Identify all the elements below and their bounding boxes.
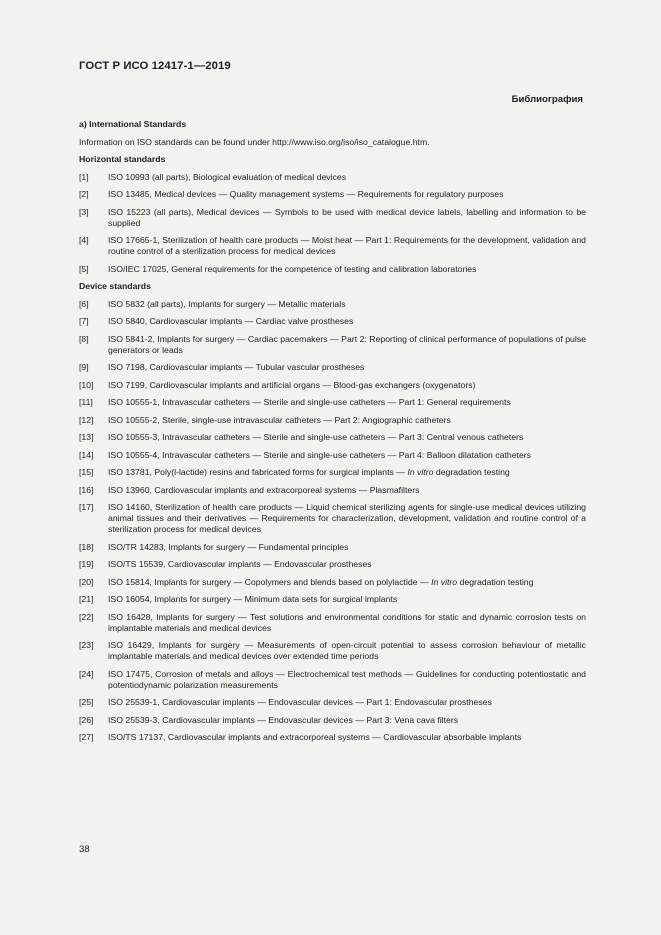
reference-entry — [79, 380, 586, 391]
reference-text: ISO 5840, Cardiovascular implants — Cardiac valve prostheses — [108, 316, 354, 326]
reference-entry — [79, 542, 586, 553]
reference-text: ISO 14160, Sterilization of health care products — Liquid chemical sterilizing agents for single-use medical devices utilizing animal tissues and their derivatives — Requirements for characterization, development, validation and routine control of a sterilization process for medical devices — [108, 502, 586, 534]
reference-entry — [79, 334, 586, 356]
reference-number: [22] — [79, 611, 94, 622]
reference-entry — [79, 577, 586, 588]
reference-number: [9] — [79, 362, 89, 372]
reference-number: [16] — [79, 484, 94, 495]
reference-text: ISO 10555-4, Intravascular catheters — Sterile and single-use catheters — Part 4: Balloon dilatation catheters — [108, 449, 532, 460]
reference-text: ISO 10555-3, Intravascular catheters — Sterile and single-use catheters — Part 3: Central venous catheters — [108, 432, 524, 442]
section-heading-international: a) International Standards — [79, 119, 187, 129]
reference-text: ISO 17665-1, Sterilization of health care products — Moist heat — Part 1: Requirements for the development, validation and routine control of a sterilization process for medical devices — [108, 235, 586, 256]
reference-entry — [79, 715, 586, 726]
reference-number: [3] — [79, 206, 89, 217]
reference-text-part: ISO 13781, Poly(l-lactide) resins and fabricated forms for surgical implants — — [108, 467, 408, 477]
reference-number: [5] — [79, 263, 89, 274]
reference-text: ISO 17475, Corrosion of metals and alloys — Electrochemical test methods — Guidelines for conducting potentiostatic and potentiodynamic polarization measurements — [108, 668, 586, 690]
reference-text — [108, 467, 586, 478]
reference-text: ISO 7198, Cardiovascular implants — Tubular vascular prostheses — [108, 362, 365, 372]
reference-number: [17] — [79, 502, 94, 512]
reference-text: ISO 7199, Cardiovascular implants and artificial organs — Blood-gas exchangers (oxygenators) — [108, 379, 476, 390]
reference-entry — [79, 189, 586, 200]
reference-number: [13] — [79, 432, 94, 442]
reference-text: ISO/TS 15539, Cardiovascular implants — Endovascular prostheses — [108, 559, 372, 569]
reference-number: [18] — [79, 541, 94, 552]
device-references-list — [79, 299, 586, 744]
reference-text-italic: In vitro — [431, 576, 458, 587]
reference-number: [21] — [79, 594, 94, 604]
reference-text-part: ISO 15814, Implants for surgery — Copolymers and blends based on polylactide — — [108, 576, 432, 587]
reference-text-part: degradation testing — [457, 576, 534, 587]
reference-number: [25] — [79, 697, 94, 707]
reference-number: [27] — [79, 732, 94, 742]
reference-text: ISO 10993 (all parts), Biological evaluation of medical devices — [108, 171, 347, 182]
reference-text: ISO 5832 (all parts), Implants for surgery — Metallic materials — [108, 298, 346, 309]
reference-text: ISO 16054, Implants for surgery — Minimum data sets for surgical implants — [108, 594, 398, 604]
reference-entry — [79, 415, 586, 426]
horizontal-references-list — [79, 172, 586, 275]
reference-text-part: degradation testing — [433, 467, 510, 477]
reference-text: ISO 16429, Implants for surgery — Measurements of open-circuit potential to assess corrosion behaviour of metallic implantable materials and medical devices over extended time periods — [108, 640, 586, 661]
reference-text: ISO 13960, Cardiovascular implants and extracorporeal systems — Plasmafilters — [108, 484, 420, 495]
reference-text: ISO 15223 (all parts), Medical devices — Symbols to be used with medical device labels, labelling and information to be supplied — [108, 206, 586, 228]
reference-number: [26] — [79, 714, 94, 725]
reference-text: ISO/TS 17137, Cardiovascular implants and extracorporeal systems — Cardiovascular absorbable implants — [108, 732, 522, 742]
reference-number: [12] — [79, 414, 94, 425]
reference-number: [19] — [79, 559, 94, 569]
reference-text: ISO 25539-3, Cardiovascular implants — Endovascular devices — Part 3: Vena cava filters — [108, 714, 459, 725]
bibliography-content — [79, 119, 586, 743]
reference-entry — [79, 640, 586, 662]
reference-text: ISO/IEC 17025, General requirements for the competence of testing and calibration laboratories — [108, 263, 477, 274]
reference-entry — [79, 235, 586, 257]
reference-number: [8] — [79, 333, 89, 344]
reference-number: [23] — [79, 640, 94, 650]
reference-entry — [79, 172, 586, 183]
reference-entry — [79, 502, 586, 535]
bibliography-title: Библиография — [511, 94, 583, 105]
info-paragraph: Information on ISO standards can be found under http://www.iso.org/iso/iso_catalogue.htm. — [79, 136, 430, 147]
reference-text: ISO 16428, Implants for surgery — Test solutions and environmental conditions for static and dynamic corrosion tests on implantable materials and medical devices — [108, 611, 586, 633]
reference-text: ISO 5841-2, Implants for surgery — Cardiac pacemakers — Part 2: Reporting of clinical performance of populations of pulse generators or leads — [108, 333, 586, 355]
reference-number: [20] — [79, 576, 94, 587]
reference-text — [108, 577, 586, 588]
reference-entry — [79, 594, 586, 605]
reference-entry — [79, 612, 586, 634]
page-number: 38 — [79, 844, 90, 855]
reference-number: [6] — [79, 298, 89, 309]
reference-number: [1] — [79, 171, 89, 182]
reference-entry — [79, 316, 586, 327]
reference-text: ISO 10555-2, Sterile, single-use intravascular catheters — Part 2: Angiographic catheters — [108, 414, 451, 425]
reference-number: [2] — [79, 189, 89, 199]
reference-entry — [79, 669, 586, 691]
reference-number: [15] — [79, 467, 94, 477]
reference-number: [7] — [79, 316, 89, 326]
reference-entry — [79, 362, 586, 373]
reference-entry — [79, 697, 586, 708]
reference-entry — [79, 299, 586, 310]
reference-entry — [79, 432, 586, 443]
section-heading-horizontal: Horizontal standards — [79, 154, 166, 164]
reference-text-italic: In vitro — [407, 467, 434, 477]
reference-number: [14] — [79, 449, 94, 460]
section-heading-device: Device standards — [79, 281, 151, 291]
reference-entry — [79, 450, 586, 461]
reference-entry — [79, 485, 586, 496]
reference-text: ISO 13485, Medical devices — Quality management systems — Requirements for regulatory purposes — [108, 189, 504, 199]
reference-number: [24] — [79, 668, 94, 679]
reference-entry — [79, 559, 586, 570]
reference-entry — [79, 732, 586, 743]
reference-number: [11] — [79, 397, 93, 407]
reference-text: ISO 10555-1, Intravascular catheters — Sterile and single-use catheters — Part 1: General requirements — [108, 397, 511, 407]
reference-number: [10] — [79, 379, 94, 390]
reference-entry — [79, 207, 586, 229]
reference-entry — [79, 264, 586, 275]
reference-number: [4] — [79, 235, 89, 245]
document-header: ГОСТ Р ИСО 12417-1—2019 — [79, 60, 231, 72]
reference-entry — [79, 467, 586, 478]
reference-entry — [79, 397, 586, 408]
reference-text: ISO 25539-1, Cardiovascular implants — Endovascular devices — Part 1: Endovascular prostheses — [108, 697, 492, 707]
reference-text: ISO/TR 14283, Implants for surgery — Fundamental principles — [108, 541, 349, 552]
